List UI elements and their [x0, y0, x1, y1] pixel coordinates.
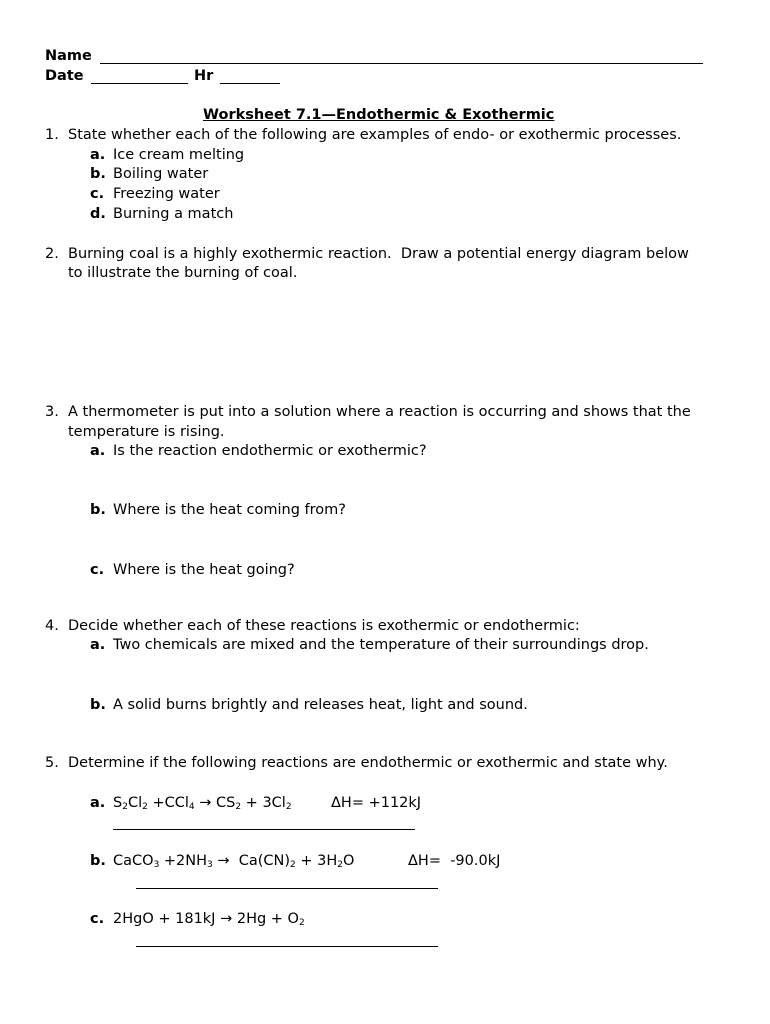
question-5-text: Determine if the following reactions are endothermic or exothermic and state why.: [68, 755, 668, 771]
date-blank[interactable]: [91, 83, 188, 84]
answer-line-a[interactable]: [113, 829, 415, 830]
arrow-icon: →: [194, 795, 216, 811]
answer-line-c[interactable]: [136, 946, 438, 947]
item-text: Ice cream melting: [113, 147, 245, 163]
answer-line-b[interactable]: [136, 888, 438, 889]
item-letter: a.: [90, 795, 106, 811]
item-letter: a.: [90, 637, 106, 653]
question-number: 5.: [45, 755, 59, 771]
question-3-line-1: A thermometer is put into a solution where a reaction is occurring and shows that the: [68, 404, 691, 420]
item-text: Freezing water: [113, 186, 220, 202]
item-letter: c.: [90, 911, 105, 927]
question-2-line-2: to illustrate the burning of coal.: [68, 265, 298, 281]
item-letter: d.: [90, 206, 106, 222]
question-number: 3.: [45, 404, 59, 420]
equation-c: $2HgO + 181kJ \to 2Hg + O_2$: [113, 911, 305, 928]
arrow-icon: →: [212, 853, 239, 869]
name-blank[interactable]: [100, 63, 703, 64]
hr-label: Hr: [194, 68, 214, 84]
equation-a: $S_2Cl_2 +CCl_4 \to CS_2 + 3Cl_2$: [113, 795, 292, 812]
question-4-text: Decide whether each of these reactions is exothermic or endothermic:: [68, 618, 580, 634]
question-3-line-2: temperature is rising.: [68, 424, 225, 440]
item-text: Is the reaction endothermic or exothermic?: [113, 443, 427, 459]
item-letter: a.: [90, 147, 106, 163]
item-text: A solid burns brightly and releases heat, light and sound.: [113, 697, 528, 713]
item-letter: a.: [90, 443, 106, 459]
arrow-icon: →: [215, 911, 237, 927]
item-letter: c.: [90, 186, 105, 202]
item-letter: b.: [90, 502, 106, 518]
item-text: Boiling water: [113, 166, 209, 182]
item-text: Two chemicals are mixed and the temperature of their surroundings drop.: [113, 637, 649, 653]
worksheet-title: Worksheet 7.1—Endothermic & Exothermic: [203, 107, 555, 123]
enthalpy-a: ΔH= +112kJ: [331, 795, 422, 811]
item-text: Where is the heat coming from?: [113, 502, 346, 518]
item-letter: b.: [90, 166, 106, 182]
question-2-line-1: Burning coal is a highly exothermic reaction. Draw a potential energy diagram below: [68, 246, 689, 262]
item-text: Where is the heat going?: [113, 562, 295, 578]
item-text: Burning a match: [113, 206, 234, 222]
item-letter: b.: [90, 697, 106, 713]
item-letter: b.: [90, 853, 106, 869]
item-letter: c.: [90, 562, 105, 578]
question-number: 1.: [45, 127, 59, 143]
question-number: 2.: [45, 246, 59, 262]
equation-b: CaCO$_3$ $+2NH_3 \to Ca(CN)_2 + 3H_2O$: [113, 853, 355, 870]
name-label: Name: [45, 48, 92, 64]
enthalpy-b: ΔH= -90.0kJ: [408, 853, 501, 869]
question-number: 4.: [45, 618, 59, 634]
question-1-text: State whether each of the following are examples of endo- or exothermic processes.: [68, 127, 682, 143]
hr-blank[interactable]: [220, 83, 280, 84]
date-label: Date: [45, 68, 84, 84]
